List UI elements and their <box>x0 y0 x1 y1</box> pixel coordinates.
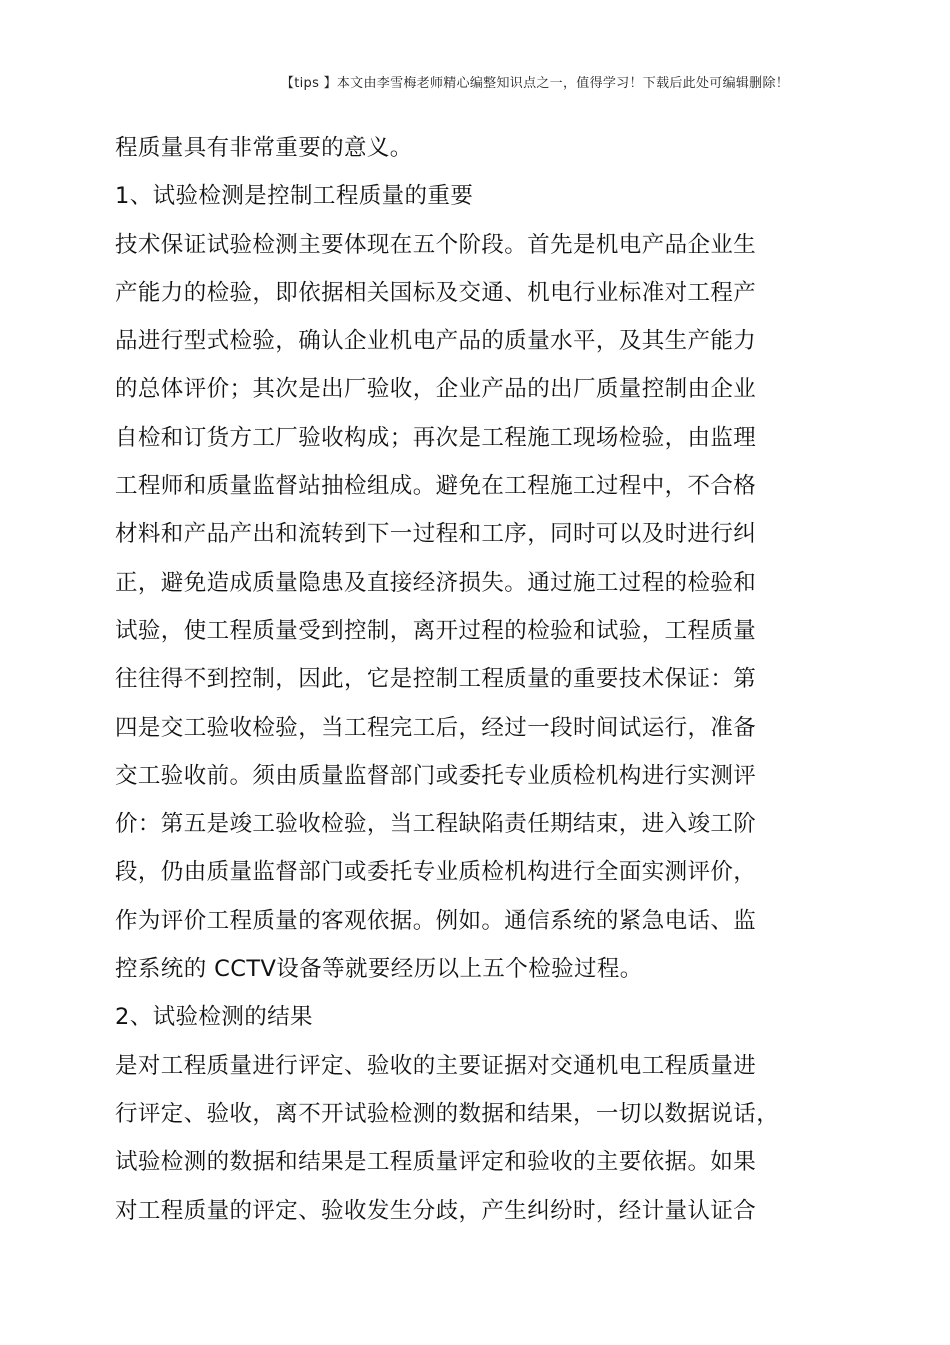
body-line: 往往得不到控制，因此，它是控制工程质量的重要技术保证：第 <box>115 666 757 693</box>
body-line: 作为评价工程质量的客观依据。例如。通信系统的紧急电话、监 <box>115 907 757 934</box>
body-line: 正，避免造成质量隐患及直接经济损失。通过施工过程的检验和 <box>115 569 757 596</box>
body-line: 行评定、验收，离不开试验检测的数据和结果，一切以数据说话， <box>115 1100 780 1127</box>
body-line: 试验，使工程质量受到控制，离开过程的检验和试验，工程质量 <box>115 617 757 644</box>
body-line: 控系统的 CCTV设备等就要经历以上五个检验过程。 <box>115 956 643 983</box>
body-line: 的总体评价；其次是出厂验收，企业产品的出厂质量控制由企业 <box>115 376 757 403</box>
body-line: 技术保证试验检测主要体现在五个阶段。首先是机电产品企业生 <box>115 231 757 258</box>
body-line: 材料和产品产出和流转到下一过程和工序，同时可以及时进行纠 <box>115 521 757 548</box>
section-heading: 1、试验检测是控制工程质量的重要 <box>115 183 474 210</box>
document-body <box>115 124 795 1235</box>
body-line: 自检和订货方工厂验收构成；再次是工程施工现场检验，由监理 <box>115 424 757 451</box>
body-line: 试验检测的数据和结果是工程质量评定和验收的主要依据。如果 <box>115 1149 757 1176</box>
body-line: 品进行型式检验，确认企业机电产品的质量水平，及其生产能力 <box>115 328 757 355</box>
body-line: 四是交工验收检验，当工程完工后，经过一段时间试运行，准备 <box>115 714 757 741</box>
body-line: 工程师和质量监督站抽检组成。避免在工程施工过程中，不合格 <box>115 473 757 500</box>
header-tips: 【tips 】本文由李雪梅老师精心编整知识点之一，值得学习！下载后此处可编辑删除！ <box>280 76 790 91</box>
body-line: 对工程质量的评定、验收发生分歧，产生纠纷时，经计量认证合 <box>115 1197 757 1224</box>
body-line: 交工验收前。须由质量监督部门或委托专业质检机构进行实测评 <box>115 762 757 789</box>
body-line: 是对工程质量进行评定、验收的主要证据对交通机电工程质量进 <box>115 1052 757 1079</box>
body-line: 产能力的检验，即依据相关国标及交通、机电行业标准对工程产 <box>115 279 757 306</box>
body-line: 程质量具有非常重要的意义。 <box>115 135 413 161</box>
body-line: 段，仍由质量监督部门或委托专业质检机构进行全面实测评价， <box>115 859 757 886</box>
section-heading: 2、试验检测的结果 <box>115 1004 313 1031</box>
body-line: 价：第五是竣工验收检验，当工程缺陷责任期结束，进入竣工阶 <box>115 811 757 838</box>
